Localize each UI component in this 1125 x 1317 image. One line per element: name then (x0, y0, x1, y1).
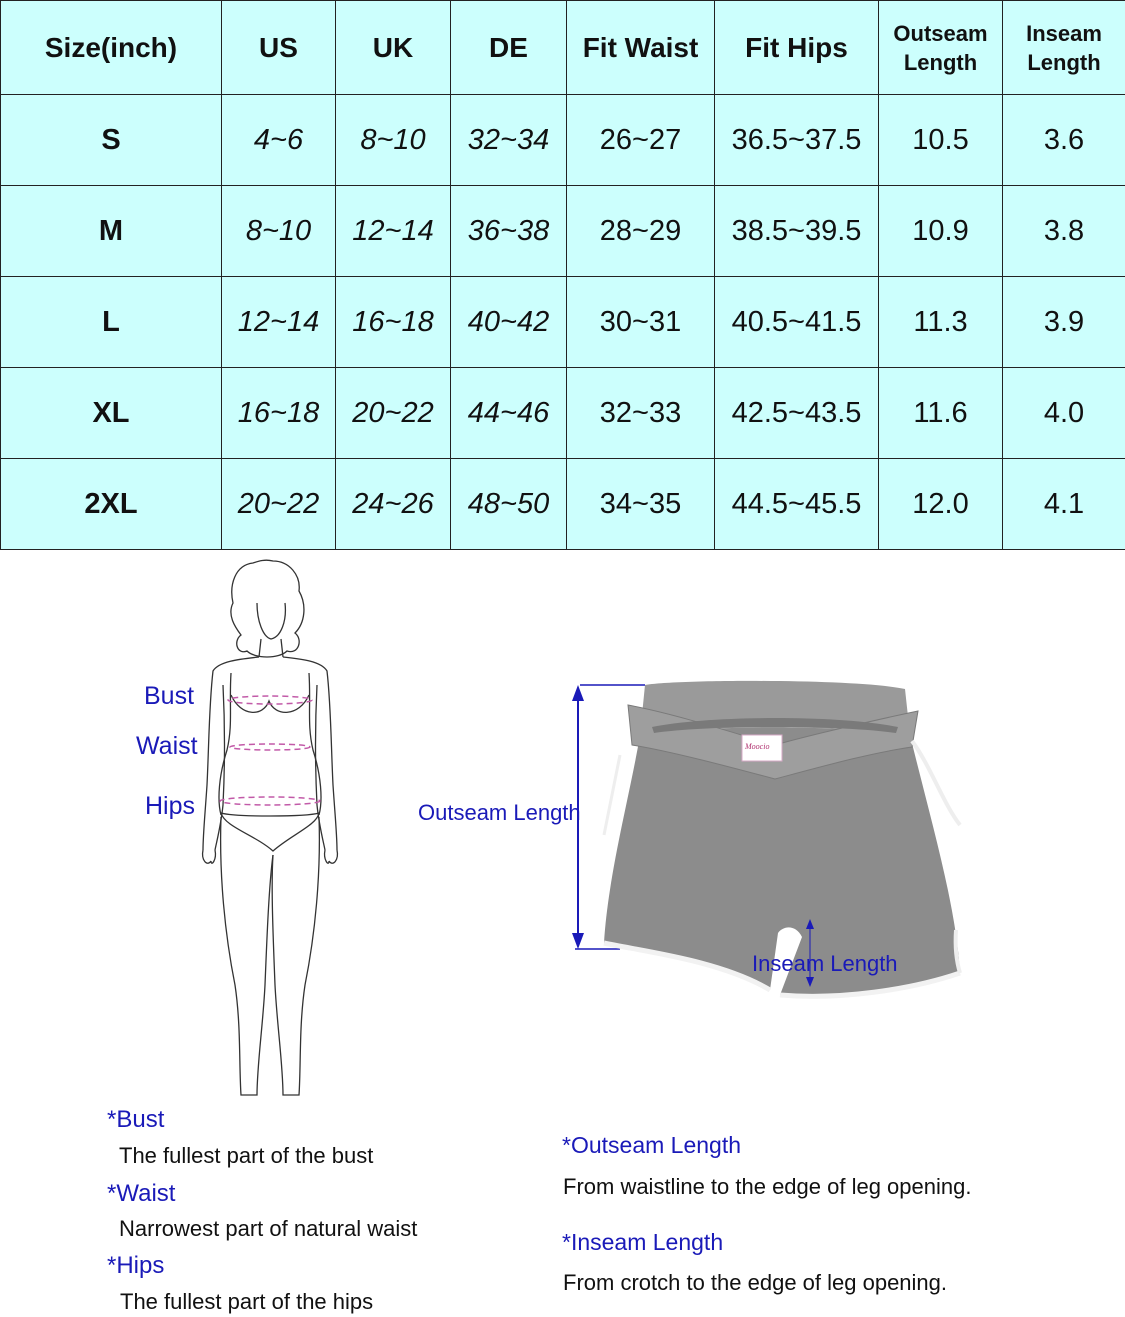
value-cell: 24~26 (336, 459, 451, 550)
waist-label: Waist (136, 732, 198, 760)
value-cell: 16~18 (336, 277, 451, 368)
value-cell: 20~22 (336, 368, 451, 459)
value-cell: 36~38 (451, 186, 567, 277)
value-cell: 44.5~45.5 (715, 459, 879, 550)
value-cell: 26~27 (567, 95, 715, 186)
value-cell: 32~33 (567, 368, 715, 459)
size-cell: L (1, 277, 222, 368)
value-cell: 34~35 (567, 459, 715, 550)
note-outseam-text: From waistline to the edge of leg opening. (563, 1174, 972, 1199)
header-fit-hips: Fit Hips (715, 1, 879, 95)
note-hips-text: The fullest part of the hips (120, 1289, 374, 1314)
table-row (1, 459, 1125, 550)
size-cell: M (1, 186, 222, 277)
header-us: US (222, 1, 336, 95)
value-cell: 10.9 (879, 186, 1003, 277)
table-header-row (1, 1, 1125, 95)
value-cell: 42.5~43.5 (715, 368, 879, 459)
outseam-label: Outseam Length (418, 800, 581, 825)
bust-label: Bust (144, 682, 195, 710)
table-row (1, 186, 1125, 277)
header-size: Size(inch) (1, 1, 222, 95)
header-outseam-text: Outseam Length (893, 20, 988, 75)
note-waist-heading: *Waist (107, 1180, 176, 1207)
header-fit-waist: Fit Waist (567, 1, 715, 95)
hips-label: Hips (145, 792, 196, 820)
value-cell: 11.6 (879, 368, 1003, 459)
value-cell: 36.5~37.5 (715, 95, 879, 186)
value-cell: 12~14 (222, 277, 336, 368)
note-bust-text: The fullest part of the bust (119, 1143, 374, 1168)
value-cell: 40~42 (451, 277, 567, 368)
value-cell: 32~34 (451, 95, 567, 186)
value-cell: 28~29 (567, 186, 715, 277)
header-outseam (879, 1, 1003, 95)
size-cell: XL (1, 368, 222, 459)
value-cell: 10.5 (879, 95, 1003, 186)
value-cell: 12~14 (336, 186, 451, 277)
value-cell: 4.1 (1003, 459, 1125, 550)
value-cell: 11.3 (879, 277, 1003, 368)
body-figure-illustration (195, 555, 345, 1105)
value-cell: 30~31 (567, 277, 715, 368)
value-cell: 3.6 (1003, 95, 1125, 186)
size-cell: 2XL (1, 459, 222, 550)
value-cell: 4~6 (222, 95, 336, 186)
svg-text:Moocio: Moocio (745, 742, 770, 751)
note-bust-heading: *Bust (107, 1106, 165, 1133)
value-cell: 3.9 (1003, 277, 1125, 368)
table-row (1, 95, 1125, 186)
note-inseam-heading: *Inseam Length (562, 1229, 724, 1255)
value-cell: 48~50 (451, 459, 567, 550)
note-waist-text: Narrowest part of natural waist (119, 1216, 418, 1241)
size-chart-table (0, 0, 1125, 550)
header-inseam (1003, 1, 1125, 95)
value-cell: 20~22 (222, 459, 336, 550)
value-cell: 8~10 (336, 95, 451, 186)
value-cell: 16~18 (222, 368, 336, 459)
note-outseam-heading: *Outseam Length (562, 1132, 742, 1158)
note-hips-heading: *Hips (107, 1252, 165, 1279)
table-row (1, 277, 1125, 368)
size-cell: S (1, 95, 222, 186)
header-de: DE (451, 1, 567, 95)
table-row (1, 368, 1125, 459)
header-uk: UK (336, 1, 451, 95)
inseam-label: Inseam Length (752, 951, 898, 976)
value-cell: 3.8 (1003, 186, 1125, 277)
value-cell: 8~10 (222, 186, 336, 277)
value-cell: 44~46 (451, 368, 567, 459)
header-inseam-text: Inseam Length (1026, 20, 1102, 75)
note-inseam-text: From crotch to the edge of leg opening. (563, 1270, 948, 1295)
value-cell: 4.0 (1003, 368, 1125, 459)
value-cell: 38.5~39.5 (715, 186, 879, 277)
value-cell: 12.0 (879, 459, 1003, 550)
value-cell: 40.5~41.5 (715, 277, 879, 368)
